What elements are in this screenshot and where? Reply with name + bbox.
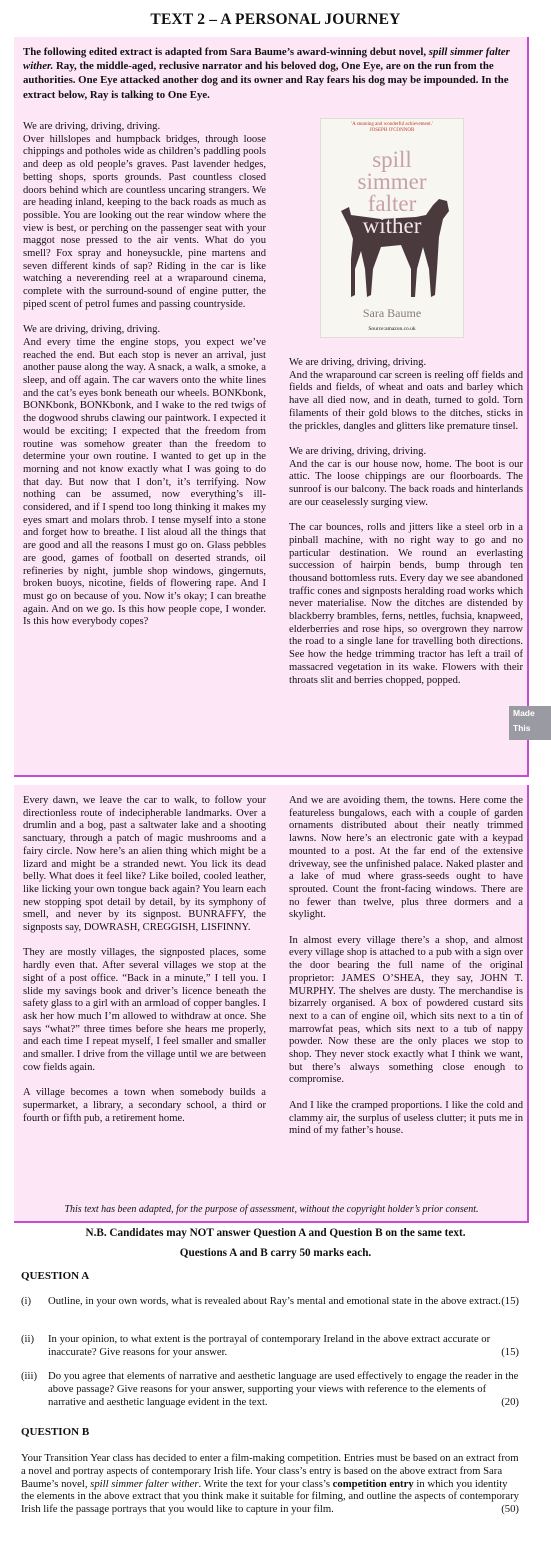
- paragraph: We are driving, driving, driving. And the car is our house now, home. The boot is our attic. The loose chippings are our floorboards. The sunroof is our balcony. The back roads and hinterlands are our ceaselessly surging view.: [289, 445, 523, 508]
- paragraph: And we are avoiding them, the towns. Here come the featureless bungalows, each with a couple of garden ornaments distributed about their neatly trimmed lawns. Now here’s an electronic gate with a keypad mounted to a post. At the far end of the extensive driveway, see the unfinished palace. Naked plaster and a lake of mud where grass-seeds ought to have sprouted. Count the front-facing windows. There are no fewer than twelve, plus three dormers and a skylight.: [289, 795, 523, 921]
- paragraph: They are mostly villages, the signposted places, some hardly even that. After several villages we stop at the sight of a post office. “Back in a minute,” I tell you. I slide my savings book and driver’s licence beneath the safety glass to a girl with an armload of copper bangles. I ask her how much I’m allowed to withdraw at once. She says “what?” three times before she hears me properly, and each time I repeat myself, I feel smaller and smaller and smaller. I drive from the village until we are between cow fields again.: [23, 947, 266, 1073]
- question-a-item: (ii) In your opinion, to what extent is the portrayal of contemporary Ireland in the above extract accurate or inaccurate? Give reasons for your answer. (15): [21, 1333, 519, 1358]
- paragraph: Every dawn, we leave the car to walk, to follow your directionless route of indecipherable landmarks. Over a drumlin and a bog, past a saltwater lake and a shooting sanctuary, through a patch of magic mushrooms and a fairy circle. Now here’s an alien thing which might be a lizard and might be a stranded newt. You lick its dead belly. What does it feel like? Like boiled, cooled leather, like licking your own tongue back again? You learn each new stopping spot detail by detail, by its symphony of smell, and never by its signpost. BUNRAFFY, the signposts say, DOWRASH, CREGGISH, LISFINNY.: [23, 795, 266, 934]
- book-praise: 'A stunning and wonderful achievement.' JOSEPH O'CONNOR: [351, 122, 433, 133]
- book-cover-title: spill simmer falter wither: [357, 147, 427, 238]
- intro-paragraph: [23, 45, 523, 102]
- question-a-item: (i) Outline, in your own words, what is revealed about Ray’s mental and emotional state in the above extract. (15): [21, 1295, 519, 1307]
- copyright-footnote: This text has been adapted, for the purpose of assessment, without the copyright holder’s prior consent.: [64, 1204, 479, 1215]
- nb-instruction: N.B. Candidates may NOT answer Question A and Question B on the same text.: [85, 1227, 466, 1239]
- extract2-left-column: [23, 795, 266, 1125]
- watermark-badge[interactable]: Made This: [509, 706, 551, 740]
- marks-note: Questions A and B carry 50 marks each.: [179, 1247, 372, 1259]
- book-cover-image: [320, 118, 464, 338]
- intro-text: The following edited extract is adapted from Sara Baume’s award-winning debut novel,: [23, 46, 429, 58]
- intro-text-cont: Ray, the middle-aged, reclusive narrator and his beloved dog, One Eye, are on the run from the authorities. One Eye attacked another dog and its owner and Ray fears his dog may be impounded. In the extract below, Ray is talking to One Eye.: [23, 60, 509, 101]
- page-title: TEXT 2 – A PERSONAL JOURNEY: [150, 11, 401, 28]
- question-a-heading: QUESTION A: [21, 1270, 90, 1282]
- paragraph: We are driving, driving, driving. Over hillslopes and humpback bridges, through loose chippings and potholes wide as children’s paddling pools and deep as old people’s graves. Past lavender hedges, betting shops, sports grounds. Past countless closed doors behind which are countless uncaring strangers. We are heading inland, keeping to the back roads as much as possible. You are looking out the rear window where the view is best, or perching on the passenger seat with your maggot nose pressed to the air vents. What do you smell? Fox spray and honeysuckle, pine martens and seven different kinds of sap? Riding in the car is like watching a neverending reel at a wraparound cinema, complete with the surround-sound of engine putter, the piped scent of petrol fumes and passing countryside.: [23, 121, 266, 310]
- extract2-right-column: [289, 795, 523, 1138]
- image-source: Source:amazon.co.uk: [368, 326, 416, 332]
- paragraph: We are driving, driving, driving. And every time the engine stops, you expect we’ve reached the end. But each stop is never an arrival, just another pause along the way. A snack, a walk, a smoke, a sleep, and off again. The car wavers onto the white lines and the cat’s eyes bonk beneath our wheels. BONKbonk, BONKbonk, BONKbonk, and I wake to the red twigs of the dogwood shrubs clawing our paintwork. I expected it would be exciting; I expected that the freedom from routine was somehow greater than the freedom to determine your own routine. I wanted to get up in the morning and not know exactly what I was going to do that day. But now that I don’t, it’s terrifying. Now nothing can be assumed, now everything’s ill-considered, and if I spend too long thinking it makes my eyes smart and molars throb. I tense myself into a stone and forget how to breathe. I list aloud all the things that are good and all the reasons I must go on. Glass pebbles are good, games of football on deserted strands, oil refineries by night, jumble shop windows, gingernuts, broken buoys, nicotine, fields of flowering rape. And I must go on because of you. Now it’s okay; I can breathe again. And on we go. Is this how people cope, I wonder. Is this how everybody copes?: [23, 324, 266, 628]
- book-author: Sara Baume: [362, 306, 422, 320]
- extract1-right-column: [289, 357, 523, 687]
- intro-book-title: spill simmer falter wither.: [23, 46, 510, 73]
- question-b-text: Your Transition Year class has decided to enter a film-making competition. Entries must be based on an extract from a novel and portray aspects of contemporary Irish life. Your class’s entry is based on the above extract from Sara Baume’s novel, spill simmer falter wither. Write the text for your class’s competition entry in which you identity the elements in the above extract that you think make it suitable for filming, and outline the aspects of contemporary Irish life the passage portrays that you would like to capture in your film. (50): [21, 1452, 520, 1516]
- question-a-item: (iii) Do you agree that elements of narrative and aesthetic language are used effectively to engage the reader in the above passage? Give reasons for your answer, supporting your views with reference to the elements of narrative and aesthetic language evident in the text. (20): [21, 1370, 519, 1408]
- paragraph: We are driving, driving, driving. And the wraparound car screen is reeling off fields and fields and fields, of wheat and oats and barley which have all died now, and in death, turned to gold. Torn filaments of their gold blows to the ditches, sticks in the prickles, dangles and glitters like premature tinsel.: [289, 357, 523, 432]
- extract1-left-column: [23, 121, 266, 629]
- question-b-heading: QUESTION B: [21, 1426, 90, 1438]
- paragraph: And I like the cramped proportions. I like the cold and clammy air, the surplus of useless clutter; it puts me in mind of my father’s house.: [289, 1099, 523, 1137]
- paragraph: A village becomes a town when somebody builds a supermarket, a library, a secondary school, a third or fourth or fifth pub, a retirement home.: [23, 1087, 266, 1124]
- paragraph: In almost every village there’s a shop, and almost every village shop is attached to a pub with a sign over the door bearing the full name of the original proprietor: JAMES O’SHEA, they say, JOHN T. MURPHY. The shelves are dusty. The merchandise is bizarrely organised. A box of powdered custard sits next to a can of engine oil, which sits next to a tin of marrowfat peas, which sits next to a tub of nappy powder. Now these are the only places we stop to shop. They never stock exactly what I think we want, but there’s always something close enough to compromise.: [289, 934, 523, 1086]
- paragraph: The car bounces, rolls and jitters like a steel orb in a pinball machine, with no right way to go and no particular destination. We round an everlasting succession of hairpin bends, bump through ten thousand bottomless ruts. Every day we see abandoned traffic cones and signposts heralding road works which never materialise. Now the ditches are distended by blackberry brambles, ferns, nettles, fuchsia, knapweed, elderberries and rose hips, so overgrown they narrow the road to a single lane for travelling both directions. See how the hedge trimming tractor has left a trail of massacred vegetation in its wake. Flowers with their throats slit and berries chopped, popped.: [289, 522, 523, 686]
